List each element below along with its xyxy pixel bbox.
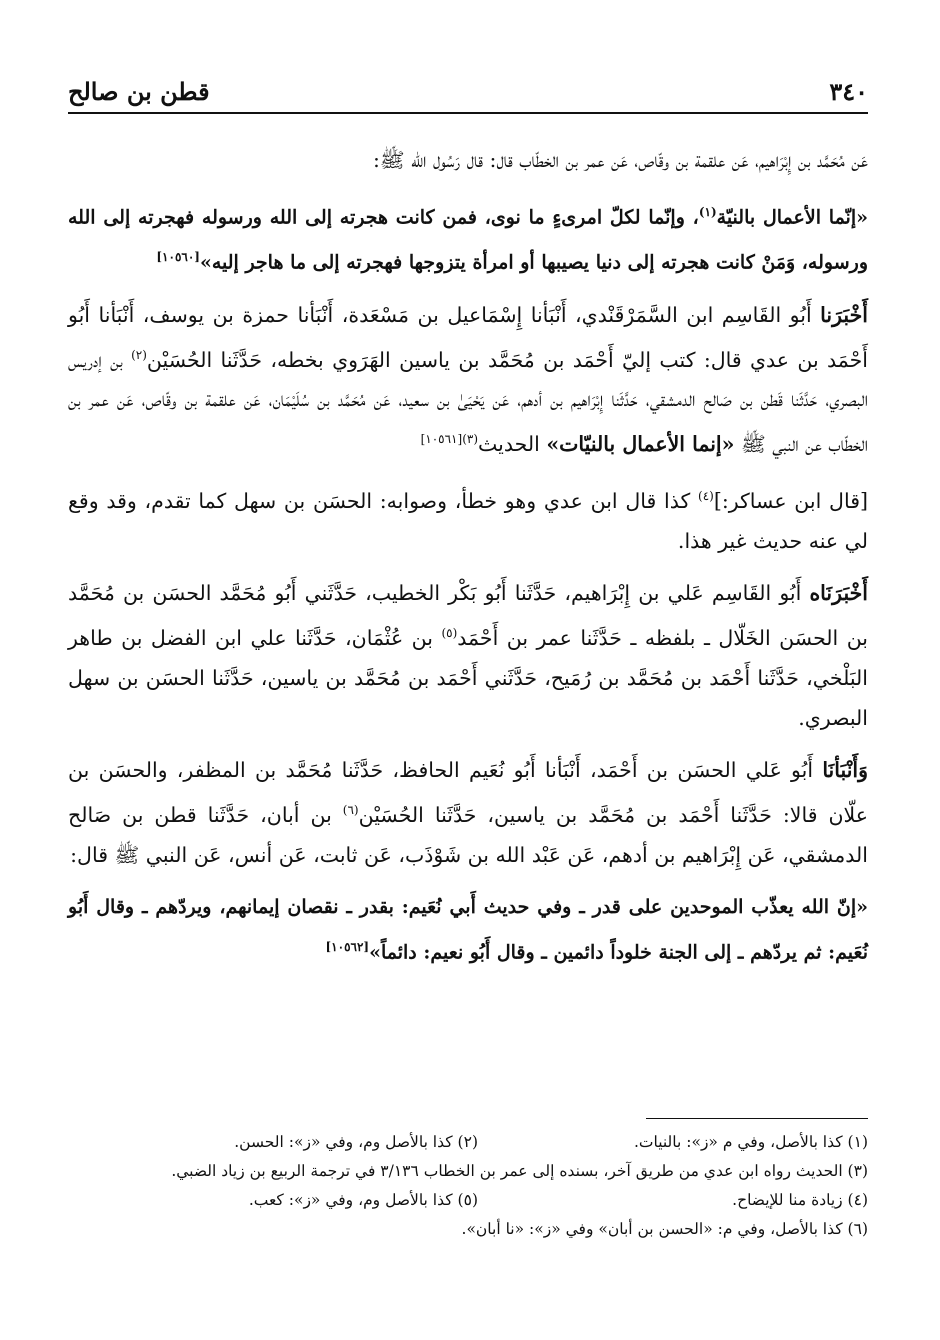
page-number: ٣٤٠ <box>829 77 868 106</box>
paragraph-5 <box>68 573 868 738</box>
paragraph-7-hadith <box>68 887 868 972</box>
footnote-row <box>68 1128 868 1157</box>
footnote-marker: (٣) <box>462 432 479 447</box>
isnad-text: بن أبان، حَدَّثَنا قطن بن صَالح الدمشقي، عَن إِبْرَاهيم بن أدهم، عَن عَبْد الله بن شَوْذَب، عَن ثابت، عَن أنس، عَن النبي ﷺ قال: <box>68 802 868 867</box>
footnote-marker: (١) <box>698 205 717 219</box>
footnote-marker: (٦) <box>342 802 359 817</box>
paragraph-3 <box>68 295 868 465</box>
footnote-2: (٢) كذا بالأصل وم، وفي «ز»: الحسن. <box>234 1133 478 1151</box>
isnad-text: بن عُثْمَان، حَدَّثَنا علي ابن الفضل بن طاهر البَلْخي، حَدَّثَنا أَحْمَد بن مُحَمَّد بن رُمَيح، حَدَّثَني أَحْمَد بن مُحَمَّد بن ياسين، حَدَّثَنا الحسَن بن سهل البصري. <box>68 625 868 730</box>
paragraph-1 <box>68 140 868 180</box>
footnote-5: (٥) كذا بالأصل وم، وفي «ز»: كعب. <box>248 1191 478 1209</box>
commentary-text: كذا قال ابن عدي وهو خطأ، وصوابه: الحسَن بن سهل كما تقدم، وقد وقع لي عنه حديث غير هذا. <box>68 489 868 554</box>
hadith-text: ، وإنّما لكلّ امرىءٍ ما نوى، فمن كانت هجرته إلى الله ورسوله فهجرته إلى الله ورسوله، وَمَنْ كانت هجرته إلى دنيا يصيبها أو امرأة يتزوجها فهجرته إلى ما هاجر إليه» <box>68 206 868 274</box>
lead-word: وَأَنْبَأنَا <box>822 757 868 782</box>
page-header <box>68 64 868 114</box>
isnad-text: بن إدريس البصري، حَدَّثَنا قَطن بن صَالح الدمشقي، حَدَّثَنا إِبْرَاهيم بن أدهم، عَن يَحْيَىٰ بن سعيد، عَن مُحَمَّد بن سُلَيْمَان، عَن علقمة بن وقّاص، عَن عمر بن الخطّاب عن النبي ﷺ <box>68 347 868 457</box>
editor-note: [قال ابن عساكر:] <box>713 489 868 514</box>
isnad-text: عَن مُحَمَّد بن إِبْرَاهيم، عَن علقمة بن وقّاص، عَن عمر بن الخطّاب قال: قال رَسُول الله ﷺ: <box>372 148 868 172</box>
footnotes <box>68 1128 868 1244</box>
hadith-number: [١٠٥٦٠] <box>156 250 200 265</box>
lead-word: أَخْبَرَنا <box>820 302 868 327</box>
footnote-divider <box>646 1118 868 1119</box>
hadith-number: [١٠٥٦٢] <box>325 939 370 954</box>
paragraph-4 <box>68 476 868 561</box>
isnad-text: الحديث <box>478 432 547 457</box>
paragraph-6 <box>68 750 868 875</box>
hadith-text: «إنّما الأعمال بالنيّة <box>716 206 868 229</box>
isnad-text: أَبُو عَلي الحسَن بن أَحْمَد، أَنْبَأنا أَبُو نُعَيم الحافظ، حَدَّثَنا مُحَمَّد بن المظفر، والحسَن بن علّان قالا: حَدَّثَنا أَحْمَد بن مُحَمَّد بن ياسين، حَدَّثَنا الحُسَيْن <box>68 757 868 827</box>
footnote-row <box>68 1186 868 1215</box>
footnote-marker: (٢) <box>131 347 147 362</box>
footnote-3: (٣) الحديث رواه ابن عدي من طريق آخر، بسنده إلى عمر بن الخطاب ٣/١٣٦ في ترجمة الربيع بن زياد الضبي. <box>171 1162 868 1180</box>
footnote-1: (١) كذا بالأصل، وفي م «ز»: بالنيات. <box>633 1133 868 1151</box>
hadith-text: «إنما الأعمال بالنيّات» <box>546 432 735 457</box>
paragraph-2-hadith <box>68 192 868 283</box>
hadith-number: [١٠٥٦١] <box>420 432 463 447</box>
footnote-4: (٤) زيادة منا للإيضاح. <box>732 1191 868 1209</box>
footnote-marker: (٤) <box>698 489 714 504</box>
footnote-marker: (٥) <box>441 626 458 641</box>
hadith-text: «إنّ الله يعذّب الموحدين على قدر ـ وفي حديث أَبي نُعَيم: بقدر ـ نقصان إيمانهم، ويردّهم ـ وقال أَبُو نُعَيم: ثم يردّهم ـ إلى الجنة خلوداً دائمين ـ وقال أَبُو نعيم: دائماً» <box>68 895 868 964</box>
main-text <box>68 140 868 984</box>
isnad-text: أَبُو القَاسِم ابن السَّمَرْقَنْدي، أَنْبَأنا إِسْمَاعيل بن مَسْعَدة، أَنْبَأنا حمزة بن يوسف، أَنْبَأنا أَبُو أَحْمَد بن عدي قال: كتب إليّ أَحْمَد بن مُحَمَّد بن ياسين الهَرَوي بخطه، حَدَّثَنا الحُسَيْن <box>68 302 868 372</box>
lead-word: أَخْبَرَنَاه <box>809 581 868 606</box>
footnote-6: (٦) كذا بالأصل، وفي م: «الحسن بن أبان» وفي «ز»: «نا أبان». <box>461 1220 868 1238</box>
running-title: قطن بن صالح <box>68 77 210 106</box>
isnad-text: أَبُو القَاسِم عَلي بن إِبْرَاهيم، حَدَّثَنا أَبُو بَكْر الخطيب، حَدَّثَني أَبُو مُحَمَّد الحسَن بن مُحَمَّد بن الحسَن الخَلّال ـ بلفظه ـ حَدَّثَنا عمر بن أَحْمَد <box>68 581 869 650</box>
